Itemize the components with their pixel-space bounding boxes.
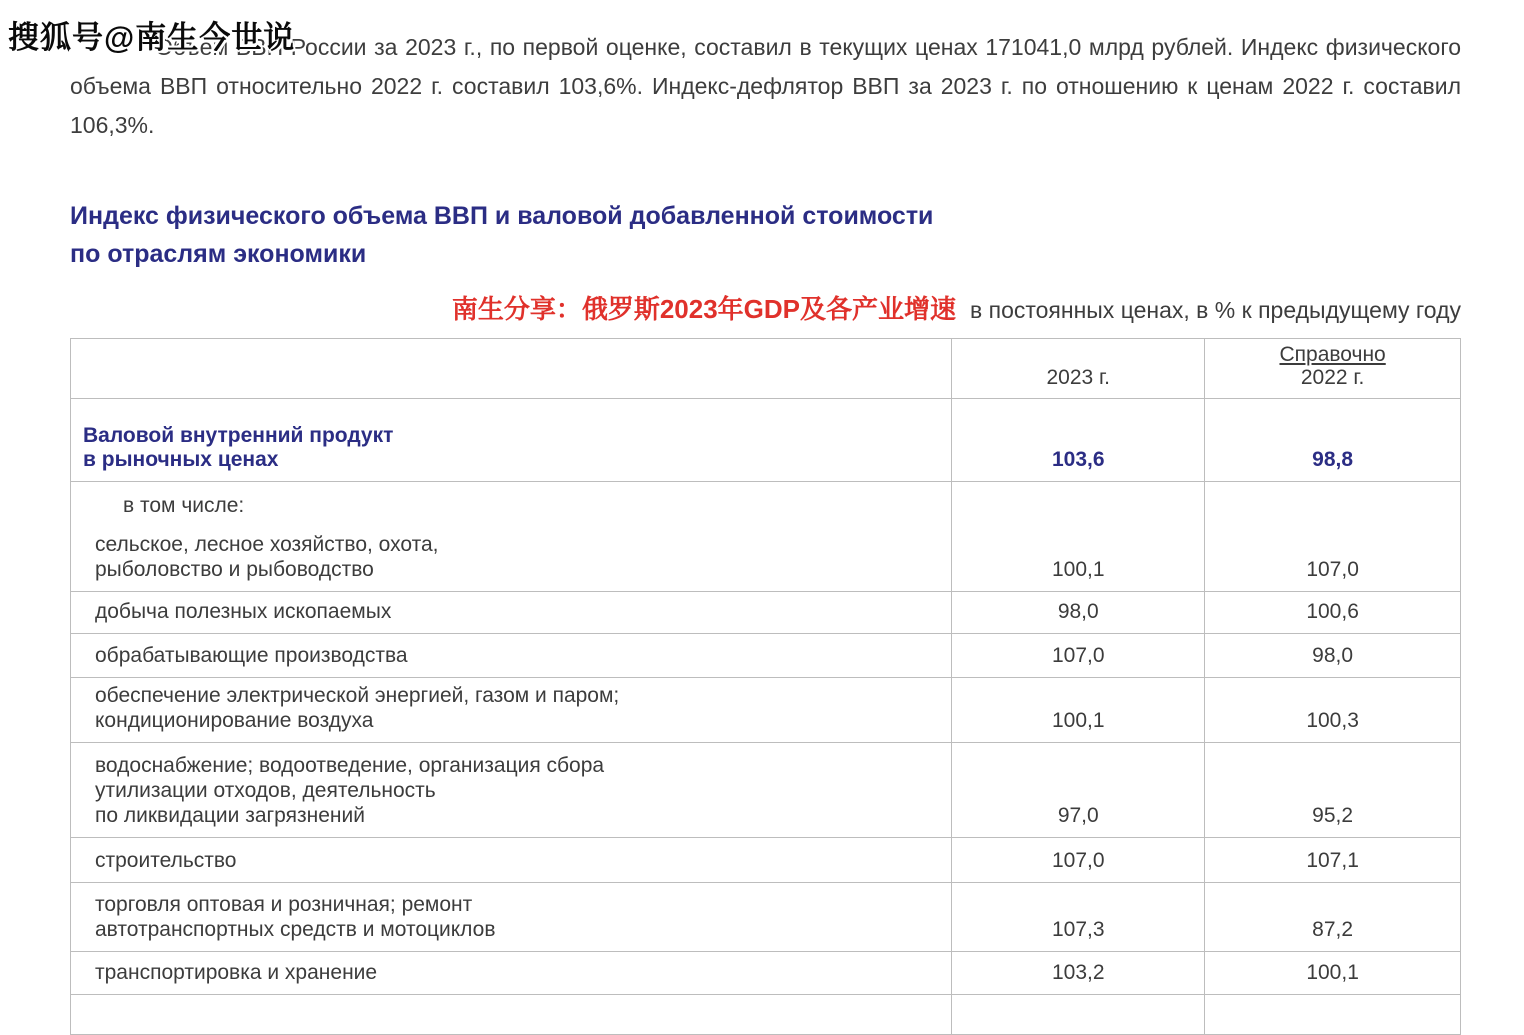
row-label: водоснабжение; водоотведение, организация сбора утилизации отходов, деятельность по ликвидации загрязнений	[71, 743, 952, 838]
red-annotation: 南生分享：俄罗斯2023年GDP及各产业增速	[451, 294, 956, 324]
table-row	[71, 995, 1461, 1035]
section-title-line1: Индекс физического объема ВВП и валовой добавленной стоимости	[70, 202, 934, 230]
row-value-2023: 107,3	[952, 883, 1205, 952]
row-value-2023: 107,0	[952, 634, 1205, 678]
row-value-2022	[1205, 995, 1461, 1035]
row-value-2023: 107,0	[952, 838, 1205, 883]
row-value-2023: 103,6	[952, 399, 1205, 482]
row-value-2023: 98,0	[952, 592, 1205, 634]
table-header-row	[71, 339, 1461, 399]
row-value-2022: 107,0	[1205, 527, 1461, 592]
row-value-2022: 98,8	[1205, 399, 1461, 482]
table-row	[71, 952, 1461, 995]
col-header-2023: 2023 г.	[952, 339, 1205, 399]
units-note: в постоянных ценах, в % к предыдущему году	[970, 297, 1461, 323]
table-row	[71, 838, 1461, 883]
table-row	[71, 399, 1461, 482]
row-label	[71, 995, 952, 1035]
row-value-2023	[952, 995, 1205, 1035]
table-row	[71, 634, 1461, 678]
table-row	[71, 743, 1461, 838]
table-row	[71, 527, 1461, 592]
col-header-2022	[1205, 339, 1461, 399]
row-label: обрабатывающие производства	[71, 634, 952, 678]
row-label: сельское, лесное хозяйство, охота, рыболовство и рыбоводство	[71, 527, 952, 592]
header-empty-cell	[71, 339, 952, 399]
row-label: торговля оптовая и розничная; ремонт автотранспортных средств и мотоциклов	[71, 883, 952, 952]
row-value-2022	[1205, 482, 1461, 527]
sohu-watermark: 搜狐号@南生今世说	[8, 20, 296, 55]
col-header-ref-label: Справочно	[1279, 343, 1386, 366]
row-label: транспортировка и хранение	[71, 952, 952, 995]
table-row	[71, 592, 1461, 634]
table-row	[71, 482, 1461, 527]
row-label: Валовой внутренний продукт в рыночных ценах	[71, 399, 952, 482]
row-label: обеспечение электрической энергией, газом и паром; кондиционирование воздуха	[71, 678, 952, 743]
row-value-2022: 107,1	[1205, 838, 1461, 883]
table-row	[71, 883, 1461, 952]
row-label: строительство	[71, 838, 952, 883]
gdp-index-table	[70, 338, 1461, 1035]
row-value-2022: 100,3	[1205, 678, 1461, 743]
row-label: добыча полезных ископаемых	[71, 592, 952, 634]
row-value-2023: 97,0	[952, 743, 1205, 838]
table-row	[71, 678, 1461, 743]
section-title	[70, 197, 1461, 273]
col-header-ref-year: 2022 г.	[1300, 366, 1365, 389]
intro-paragraph: Объем ВВП России за 2023 г., по первой оценке, составил в текущих ценах 171041,0 млрд рублей. Индекс физического объема ВВП относительно 2022 г. составил 103,6%. Индекс-дефлятор ВВП за 2023 г. по отношению к ценам 2022 г. составил 106,3%.	[70, 34, 1461, 138]
row-value-2023	[952, 482, 1205, 527]
table-caption-row	[70, 289, 1461, 326]
row-value-2022: 87,2	[1205, 883, 1461, 952]
row-value-2022: 100,1	[1205, 952, 1461, 995]
row-value-2022: 100,6	[1205, 592, 1461, 634]
row-value-2022: 98,0	[1205, 634, 1461, 678]
row-label: в том числе:	[71, 482, 952, 527]
row-value-2023: 100,1	[952, 527, 1205, 592]
row-value-2022: 95,2	[1205, 743, 1461, 838]
row-value-2023: 103,2	[952, 952, 1205, 995]
section-title-line2: по отраслям экономики	[70, 240, 367, 268]
row-value-2023: 100,1	[952, 678, 1205, 743]
